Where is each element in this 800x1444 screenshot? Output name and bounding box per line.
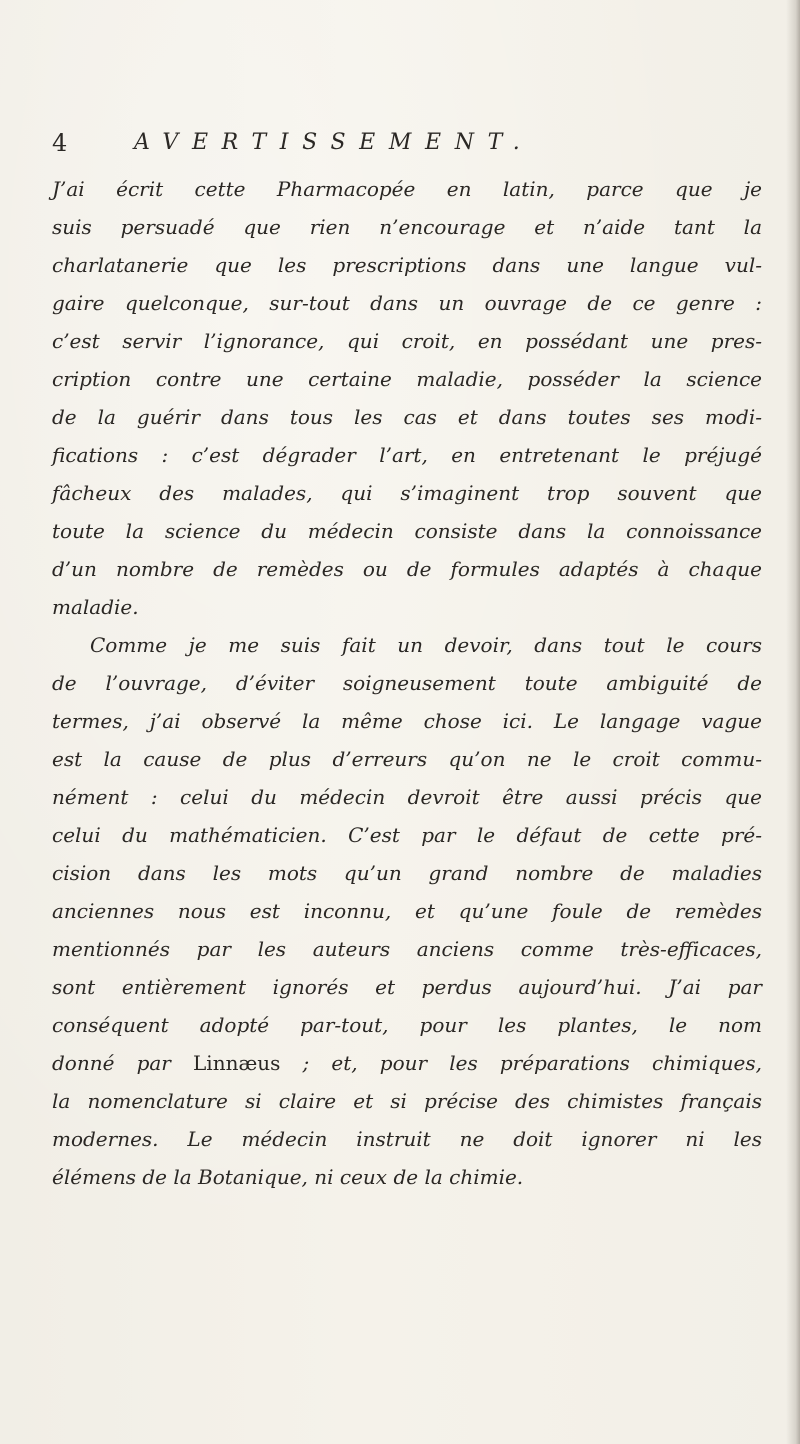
- text-line: modernes. Le médecin instruit ne doit ignorer ni les: [52, 1127, 762, 1151]
- body-text: [52, 170, 762, 1196]
- text-line: cision dans les mots qu’un grand nombre de maladies: [52, 861, 762, 885]
- text-line: est la cause de plus d’erreurs qu’on ne le croit commu-: [52, 747, 762, 771]
- text-line: d’un nombre de remèdes ou de formules adaptés à chaque: [52, 557, 762, 581]
- running-title: AVERTISSEMENT.: [134, 130, 534, 155]
- text-line: anciennes nous est inconnu, et qu’une foule de remèdes: [52, 899, 762, 923]
- text-line: suis persuadé que rien n’encourage et n’aide tant la: [52, 215, 762, 239]
- text-line: maladie.: [52, 595, 139, 619]
- text-line: c’est servir l’ignorance, qui croit, en possédant une pres-: [52, 329, 762, 353]
- text-line: charlatanerie que les prescriptions dans une langue vul-: [52, 253, 762, 277]
- paragraph: [52, 626, 762, 1196]
- text-line: gaire quelconque, sur-tout dans un ouvrage de ce genre :: [52, 291, 762, 315]
- text-line: nément : celui du médecin devroit être aussi précis que: [52, 785, 762, 809]
- paragraph: [52, 170, 762, 626]
- text-line: fâcheux des malades, qui s’imaginent trop souvent que: [52, 481, 762, 505]
- text-line: sont entièrement ignorés et perdus aujourd’hui. J’ai par: [52, 975, 762, 999]
- text-line: de l’ouvrage, d’éviter soigneusement toute ambiguité de: [52, 671, 762, 695]
- text-line: de la guérir dans tous les cas et dans toutes ses modi-: [52, 405, 762, 429]
- text-segment: donné par: [52, 1051, 194, 1075]
- text-line: fications : c’est dégrader l’art, en entretenant le préjugé: [52, 443, 762, 467]
- text-line: toute la science du médecin consiste dans la connoissance: [52, 519, 762, 543]
- text-line: Comme je me suis fait un devoir, dans tout le cours: [90, 633, 762, 657]
- text-line: mentionnés par les auteurs anciens comme très-efficaces,: [52, 937, 762, 961]
- text-line: J’ai écrit cette Pharmacopée en latin, parce que je: [52, 177, 762, 201]
- text-line: cription contre une certaine maladie, posséder la science: [52, 367, 762, 391]
- text-line: [52, 1044, 762, 1082]
- text-line: termes, j’ai observé la même chose ici. Le langage vague: [52, 709, 762, 733]
- name-linnaeus: Linnæus: [193, 1051, 281, 1075]
- text-line: élémens de la Botanique, ni ceux de la chimie.: [52, 1165, 524, 1189]
- page-header: [52, 128, 752, 164]
- text-line: celui du mathématicien. C’est par le défaut de cette pré-: [52, 823, 762, 847]
- text-line: la nomenclature si claire et si précise des chimistes français: [52, 1089, 762, 1113]
- page-number: 4: [52, 129, 68, 157]
- page-edge-shadow: [786, 0, 800, 1444]
- text-line: conséquent adopté par-tout, pour les plantes, le nom: [52, 1013, 762, 1037]
- text-segment: ; et, pour les préparations chimiques,: [280, 1051, 762, 1075]
